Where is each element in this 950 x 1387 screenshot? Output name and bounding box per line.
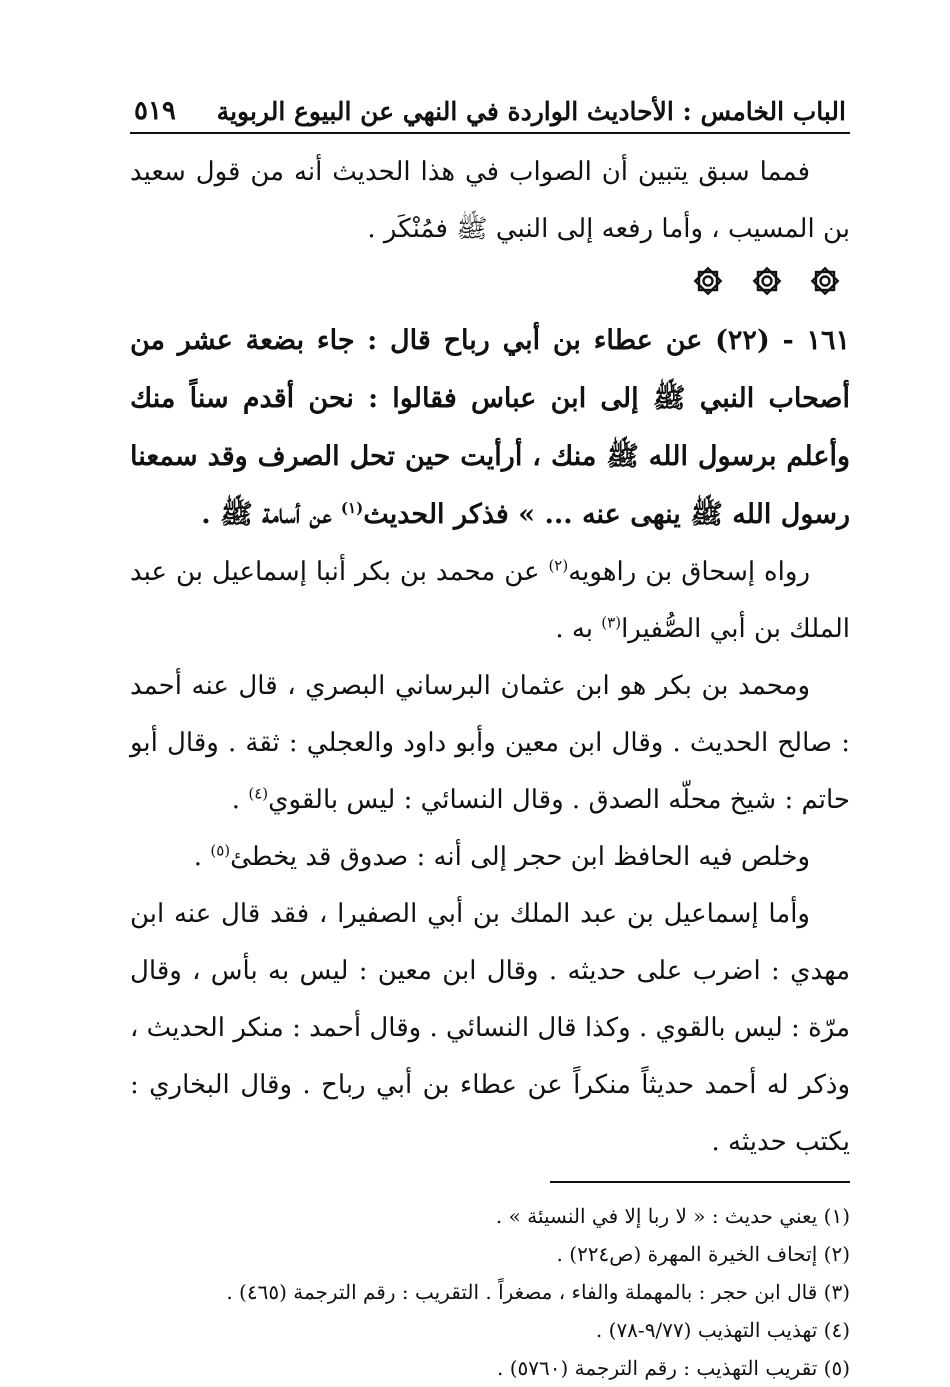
narration-text: به . — [555, 614, 602, 644]
paragraph-ibn-hajar — [130, 829, 850, 886]
footnote-5: (٥) تقريب التهذيب : رقم الترجمة (٥٧٦٠) . — [497, 1356, 850, 1380]
paragraph-narrator-ismail: وأما إسماعيل بن عبد الملك بن أبي الصفيرا ، فقد قال عنه ابن مهدي : اضرب على حديثه . وقال ابن معين : ليس به بأس ، وقال مرّة : ليس بالقوي . وكذا قال النسائي . وقال أحمد : منكر الحديث ، وذكر له أحمد حديثاً منكراً عن عطاء بن أبي رباح . وقال البخاري : يكتب حديثه . — [130, 899, 850, 1157]
star-ornament-icon — [750, 264, 784, 298]
narrator-text: . — [231, 785, 249, 815]
paragraph-narrator-bakr — [130, 658, 850, 829]
page-number: ٥١٩ — [134, 96, 176, 126]
narration-text: رواه إسحاق بن راهويه — [568, 557, 810, 587]
footnote-ref: (٤) — [248, 784, 269, 803]
footnotes — [130, 1197, 850, 1387]
footnote-separator — [550, 1181, 850, 1183]
running-header — [130, 96, 850, 134]
footnote-3: (٣) قال ابن حجر : بالمهملة والفاء ، مصغراً . التقريب : رقم الترجمة (٤٦٥) . — [226, 1280, 850, 1304]
section-divider — [130, 262, 850, 306]
footnote-ref: (٢) — [548, 556, 569, 575]
verdict-text: . — [193, 842, 211, 872]
paragraph-conclusion: فمما سبق يتبين أن الصواب في هذا الحديث أنه من قول سعيد بن المسيب ، وأما رفعه إلى النبي ﷺ فمُنْكَر . — [130, 157, 850, 244]
footnote-1: (١) يعني حديث : « لا ربا إلا في النسيئة » . — [495, 1204, 850, 1228]
footnote-2: (٢) إتحاف الخيرة المهرة (ص٢٢٤) . — [556, 1242, 850, 1266]
hadith-body: ١٦١ - (٢٢) عن عطاء بن أبي رباح قال : جاء بضعة عشر من أصحاب النبي ﷺ إلى ابن عباس فقالوا : نحن أقدم سناً منك وأعلم برسول الله ﷺ منك ، أرأيت حين تحل الصرف وقد سمعنا رسول الله ﷺ ينهى عنه ... » فذكر الحديث — [130, 325, 851, 530]
footnote-4: (٤) تهذيب التهذيب (٩/٧٧-٧٨) . — [595, 1318, 850, 1342]
star-ornament-icon — [691, 264, 725, 298]
narration-text: عن محمد بن بكر أنبا إسماعيل بن عبد الملك بن أبي الصُّفيرا — [130, 557, 850, 644]
hadith-ending: عن أسامة ﷺ . — [201, 499, 341, 530]
footnote-ref: (١) — [340, 499, 364, 517]
chapter-title: الباب الخامس : الأحاديث الواردة في النهي عن البيوع الربوية — [216, 97, 846, 126]
main-text — [130, 144, 850, 1171]
star-ornament-icon — [808, 264, 842, 298]
verdict-text: وخلص فيه الحافظ ابن حجر إلى أنه : صدوق قد يخطئ — [230, 842, 810, 872]
footnote-ref: (٣) — [601, 613, 622, 632]
narrator-text: ومحمد بن بكر هو ابن عثمان البرساني البصري ، قال عنه أحمد : صالح الحديث . وقال ابن معين وأبو داود والعجلي : ثقة . وقال أبو حاتم : شيخ محلّه الصدق . وقال النسائي : ليس بالقوي — [130, 671, 850, 815]
hadith-text — [130, 312, 850, 544]
footnote-ref: (٥) — [210, 841, 231, 860]
paragraph-narration — [130, 544, 850, 658]
